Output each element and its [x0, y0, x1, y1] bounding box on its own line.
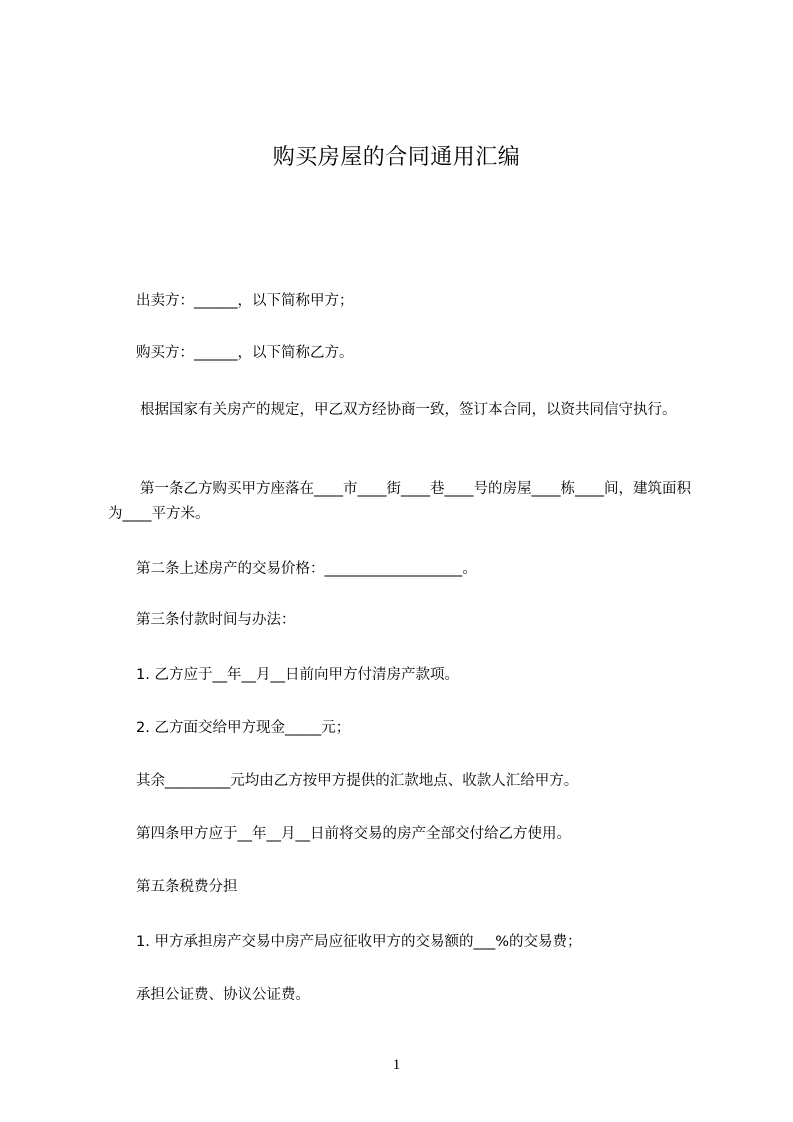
buyer-line: 购买方：______，以下简称乙方。 [136, 345, 354, 361]
page-number: 1 [392, 1057, 401, 1073]
payment-clause-2: 2. 乙方面交给甲方现金_____元； [136, 720, 351, 736]
article-4-paragraph: 第四条甲方应于__年__月__日前将交易的房产全部交付给乙方使用。 [136, 826, 571, 842]
article-1-paragraph: 第一条乙方购买甲方座落在____市____街____巷____号的房屋____栋____间，建筑面积为____平方米。 [108, 481, 691, 522]
payment-remainder-paragraph: 其余_________元均由乙方按甲方提供的汇款地点、收款人汇给甲方。 [136, 773, 579, 789]
seller-line: 出卖方：______，以下简称甲方； [136, 293, 354, 309]
article-2-paragraph: 第二条上述房产的交易价格：___________________。 [136, 561, 477, 577]
payment-clause-1: 1. 乙方应于__年__月__日前向甲方付清房产款项。 [136, 667, 459, 683]
preamble-paragraph: 根据国家有关房产的规定，甲乙双方经协商一致，签订本合同，以资共同信守执行。 [140, 402, 677, 418]
article-5-heading: 第五条税费分担 [136, 879, 238, 895]
document-title: 购买房屋的合同通用汇编 [272, 145, 521, 170]
article-3-heading: 第三条付款时间与办法： [136, 612, 296, 628]
tax-clause-1: 1. 甲方承担房产交易中房产局应征收甲方的交易额的___%的交易费； [136, 934, 582, 950]
notary-fee-paragraph: 承担公证费、协议公证费。 [136, 987, 310, 1003]
